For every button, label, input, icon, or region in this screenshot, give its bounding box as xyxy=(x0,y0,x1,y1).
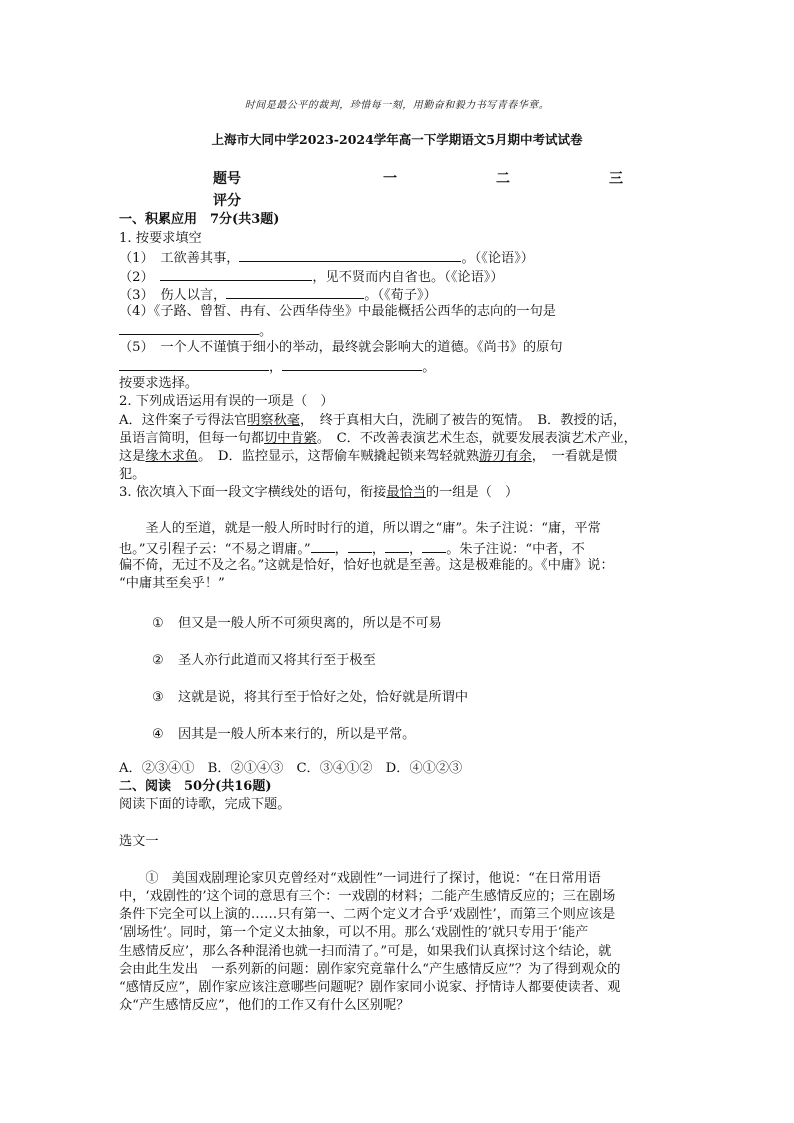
page-title: 上海市大同中学2023-2024学年高一下学期语文5月期中考试试卷 xyxy=(211,132,583,147)
answer-blank[interactable] xyxy=(119,357,269,371)
q1-item-5-answer: ， 。 xyxy=(119,357,435,377)
answer-blank[interactable] xyxy=(239,248,461,262)
passage-line-5: 生感情反应’，那么各种混淆也就一扫而清了。”可是，如果我们认真探讨这个结论，就 xyxy=(119,944,612,959)
score-col-3: 三 xyxy=(609,171,623,187)
answer-blank[interactable] xyxy=(422,539,446,553)
q3-passage-1: 圣人的至道，就是一般人所时时行的道，所以谓之“庸”。朱子注说：“庸，平常 xyxy=(119,521,601,536)
q3-stem: 3. 依次填入下面一段文字横线处的语句，衔接最恰当的一组是（ ） xyxy=(119,485,519,500)
q3-option-1: ① 但又是一般人所不可须臾离的，所以是不可易 xyxy=(152,616,442,631)
q1-item-4: （4）《子路、曾皙、冉有、公西华侍坐》中最能概括公西华的志向的一句是 xyxy=(119,304,556,319)
passage-line-4: ‘剧场性’。同时，第一个定义太抽象，可以不用。那么‘戏剧性的’就只专用于‘能产 xyxy=(119,925,589,940)
score-col-1: 一 xyxy=(383,171,397,187)
q3-passage-4: “中庸其至矣乎！” xyxy=(119,576,225,591)
reading-intro: 阅读下面的诗歌，完成下题。 xyxy=(119,797,291,812)
score-col-2: 二 xyxy=(496,171,510,187)
answer-blank[interactable] xyxy=(348,539,372,553)
answer-blank[interactable] xyxy=(311,539,335,553)
passage-line-8: 众“产生感情反应”，他们的工作又有什么区别呢？ xyxy=(119,998,410,1013)
passage-line-2: 中，‘戏剧性的’这个词的意思有三个：一戏剧的材料；二能产生感情反应的；三在剧场 xyxy=(119,889,616,904)
section-2-heading: 二、阅读 50分(共16题) xyxy=(119,779,272,794)
q2-stem: 2. 下列成语运用有误的一项是（ ） xyxy=(119,394,334,409)
selection-label: 选文一 xyxy=(119,834,159,849)
section-1-heading: 一、积累应用 7分(共3题) xyxy=(119,212,280,227)
motto: 时间是最公平的裁判，珍惜每一刻，用勤奋和毅力书写青春华章。 xyxy=(244,100,550,111)
answer-blank[interactable] xyxy=(226,285,364,299)
score-row-label-2: 评分 xyxy=(213,193,241,209)
answer-blank[interactable] xyxy=(160,267,312,281)
answer-blank[interactable] xyxy=(282,357,422,371)
score-row-label-1: 题号 xyxy=(213,171,241,187)
q1-stem: 1. 按要求填空 xyxy=(119,231,202,246)
q1-select-note: 按要求选择。 xyxy=(119,376,199,391)
q2-options-line-3: 这是缘木求鱼。 D．监控显示，这帮偷车贼撬起锁来驾轻就熟游刃有余， 一看就是惯 xyxy=(119,449,618,464)
answer-blank[interactable] xyxy=(385,539,409,553)
q2-options-line-2: 虽语言简明，但每一句都切中肯綮。 C．不改善表演艺术生态，就要发展表演艺术产业， xyxy=(119,431,637,446)
q3-option-2: ② 圣人亦行此道而又将其行至于极至 xyxy=(152,653,376,668)
q1-item-3: （3） 伤人以言， 。（《荀子》） xyxy=(119,285,437,305)
q3-answer-choices: A．②③④① B．②①④③ C．③④①② D．④①②③ xyxy=(119,761,463,776)
passage-line-1: ① 美国戏剧理论家贝克曾经对“戏剧性”一词进行了探讨，他说：“在日常用语 xyxy=(119,871,601,886)
q3-option-4: ④ 因其是一般人所本来行的，所以是平常。 xyxy=(152,727,416,742)
q1-item-1: （1） 工欲善其事， 。（《论语》） xyxy=(119,248,534,268)
passage-line-3: 条件下完全可以上演的……只有第一、二两个定义才合乎‘戏剧性’，而第三个则应该是 xyxy=(119,907,616,922)
q2-options-line-4: 犯。 xyxy=(119,467,146,482)
q1-item-4-answer: 。 xyxy=(119,321,272,341)
q1-item-5: （5） 一个人不谨慎于细小的举动，最终就会影响大的道德。《尚书》的原句 xyxy=(119,340,563,355)
passage-line-7: “感情反应”，剧作家应该注意哪些问题呢？剧作家同小说家、抒情诗人都要使读者、观 xyxy=(119,980,621,995)
passage-line-6: 会由此生发出 一系列新的问题：剧作家究竟靠什么“产生感情反应”？为了得到观众的 xyxy=(119,962,621,977)
q3-passage-3: 偏不倚，无过不及之名。”这就是恰好，恰好也就是至善。这是极难能的。《中庸》说： xyxy=(119,558,614,573)
q3-passage-2: 也。”又引程子云：“不易之谓庸。” ， ， ， 。朱子注说：“中者，不 xyxy=(119,539,585,559)
q3-option-3: ③ 这就是说，将其行至于恰好之处，恰好就是所谓中 xyxy=(152,690,469,705)
q1-item-2: （2） ，见不贤而内自省也。（《论语》） xyxy=(119,267,504,287)
answer-blank[interactable] xyxy=(119,321,259,335)
q2-options-line-1: A．这件案子亏得法官明察秋毫， 终于真相大白，洗刷了被告的冤情。 B．教授的话， xyxy=(119,413,627,428)
